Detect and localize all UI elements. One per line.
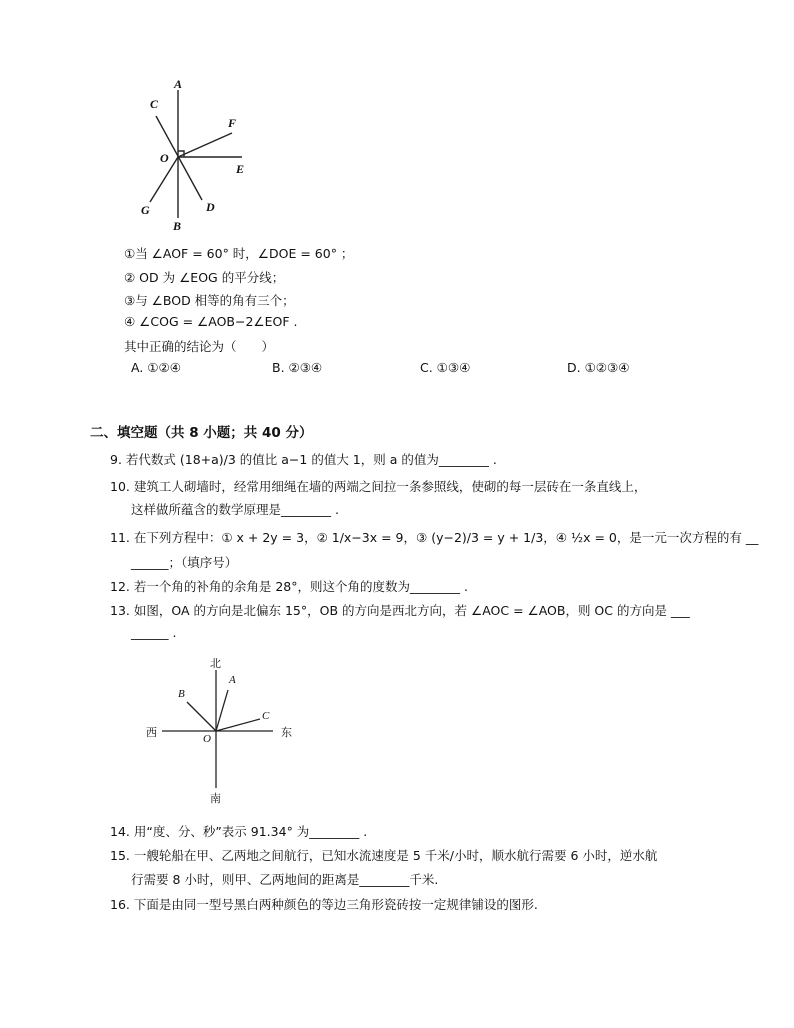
q8-statement-4: ④ ∠COG = ∠AOB−2∠EOF . [124, 314, 298, 329]
label-A: A [174, 77, 183, 91]
q13-line2: ______ . [131, 625, 177, 640]
ray-OA [216, 690, 228, 731]
section-title: 二、填空题（共 8 小题；共 40 分） [90, 425, 313, 441]
label-F: F [228, 116, 237, 130]
q8-prompt: 其中正确的结论为（ ） [124, 339, 275, 354]
q14: 14. 用“度、分、秒”表示 91.34° 为________ . [110, 824, 368, 839]
q11-line2: ______；（填序号） [131, 555, 238, 570]
q8-option-b: B. ②③④ [272, 360, 323, 375]
label-east: 东 [281, 726, 292, 739]
q8-statement-2: ② OD 为 ∠EOG 的平分线； [124, 270, 285, 285]
label-C: C [150, 97, 159, 111]
ray-OC [216, 719, 260, 731]
label-west: 西 [146, 726, 157, 739]
q8-statement-3: ③与 ∠BOD 相等的角有三个； [124, 293, 295, 308]
label-south: 南 [210, 792, 221, 805]
label-B: B [173, 219, 182, 233]
q16: 16. 下面是由同一型号黑白两种颜色的等边三角形瓷砖按一定规律铺设的图形. [110, 897, 538, 912]
q8-option-d: D. ①②③④ [567, 360, 630, 375]
q9: 9. 若代数式 (18+a)/3 的值比 a−1 的值大 1，则 a 的值为________ . [110, 452, 497, 467]
label-A2: A [229, 674, 236, 686]
label-B2: B [178, 688, 185, 700]
q15-line1: 15. 一艘轮船在甲、乙两地之间航行，已知水流速度是 5 千米/小时，顺水航行需要 6 小时，逆水航 [110, 848, 658, 863]
label-O2: O [203, 733, 211, 745]
q13-line1: 13. 如图，OA 的方向是北偏东 15°，OB 的方向是西北方向，若 ∠AOC = ∠AOB，则 OC 的方向是 ___ [110, 603, 690, 618]
label-D: D [206, 200, 215, 214]
q8-statement-1: ①当 ∠AOF = 60° 时，∠DOE = 60° ； [124, 246, 354, 261]
q11-line1: 11. 在下列方程中：① x + 2y = 3，② 1/x−3x = 9，③ (y−2)/3 = y + 1/3，④ ½x = 0，是一元一次方程的有 __ [110, 530, 759, 545]
label-north: 北 [210, 657, 221, 670]
q15-line2: 行需要 8 小时，则甲、乙两地间的距离是________千米. [131, 872, 439, 887]
q12: 12. 若一个角的补角的余角是 28°，则这个角的度数为________ . [110, 579, 468, 594]
ray-OB [187, 702, 216, 731]
q10-line1: 10. 建筑工人砌墙时，经常用细绳在墙的两端之间拉一条参照线，使砌的每一层砖在一条直线上， [110, 479, 647, 494]
label-O: O [160, 151, 169, 165]
label-E: E [236, 162, 245, 176]
q10-line2: 这样做所蕴含的数学原理是________ . [131, 502, 339, 517]
label-C2: C [262, 710, 270, 722]
label-G: G [141, 203, 150, 217]
q8-option-a: A. ①②④ [131, 360, 181, 375]
q8-option-c: C. ①③④ [420, 360, 471, 375]
